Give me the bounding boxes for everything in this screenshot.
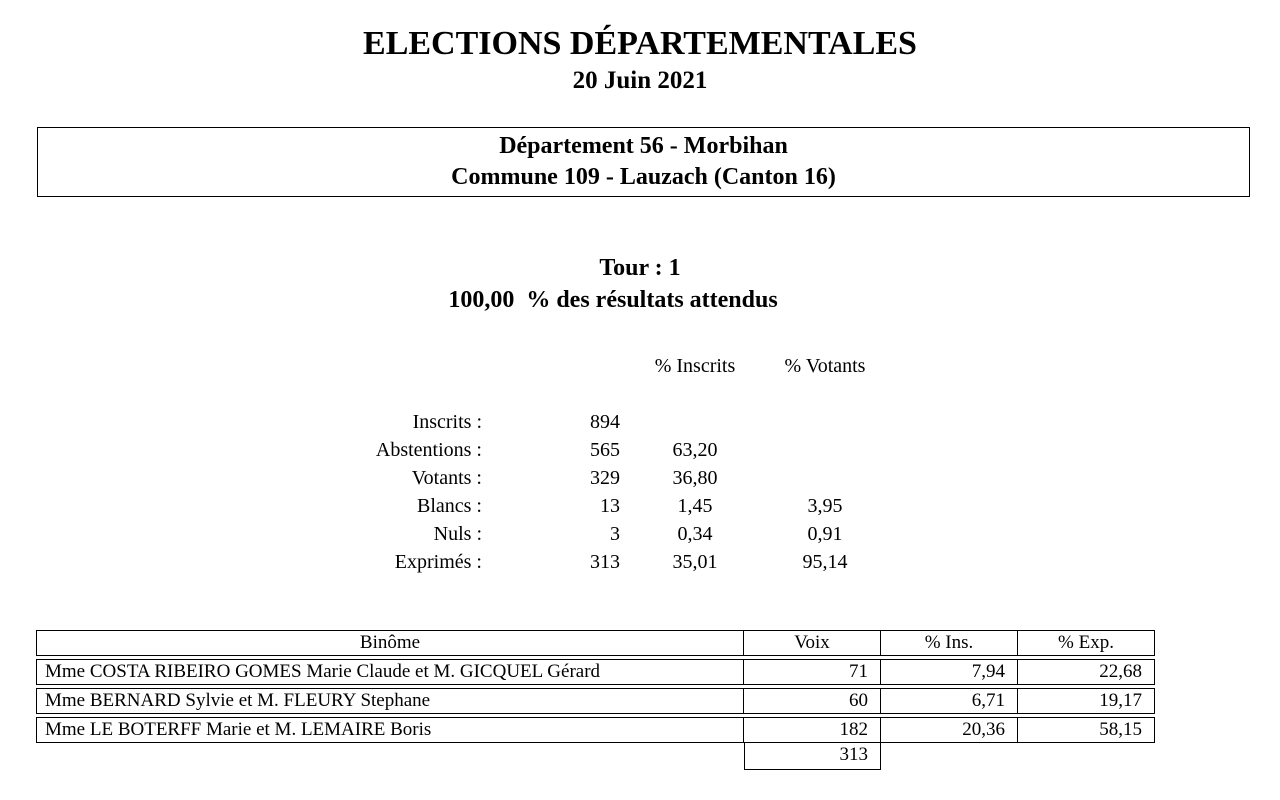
stat-pct-inscrits: 35,01 <box>672 551 718 573</box>
stat-label: Votants : <box>411 467 482 489</box>
commune-line: Commune 109 - Lauzach (Canton 16) <box>451 164 836 190</box>
participation-table <box>0 352 880 576</box>
stat-value: 894 <box>590 411 620 433</box>
participation-header-inscrits: % Inscrits <box>654 355 736 377</box>
stat-pct-votants <box>770 408 880 436</box>
header-pct-ins: % Ins. <box>881 631 1018 655</box>
participation-header-votants: % Votants <box>784 355 866 377</box>
result-row <box>36 688 1155 714</box>
result-pct-ins: 7,94 <box>881 660 1018 684</box>
stat-pct-votants: 95,14 <box>802 551 848 573</box>
stat-pct-inscrits: 63,20 <box>672 439 718 461</box>
result-pct-exp: 58,15 <box>1099 719 1142 740</box>
election-date: 20 Juin 2021 <box>572 67 708 94</box>
result-binome: Mme COSTA RIBEIRO GOMES Marie Claude et M. GICQUEL Gérard <box>37 660 744 684</box>
stat-value: 13 <box>600 495 620 517</box>
result-binome: Mme BERNARD Sylvie et M. FLEURY Stephane <box>37 689 744 713</box>
stat-pct-votants <box>770 436 880 464</box>
result-pct-ins: 6,71 <box>881 689 1018 713</box>
stat-pct-inscrits <box>620 408 770 436</box>
total-voix-cell: 313 <box>744 743 881 770</box>
stat-label: Inscrits : <box>412 411 482 433</box>
participation-row <box>0 548 880 576</box>
header-voix: Voix <box>744 631 881 655</box>
department-line: Département 56 - Morbihan <box>499 133 788 159</box>
stat-value: 3 <box>610 523 620 545</box>
stat-label: Exprimés : <box>394 551 482 573</box>
participation-row <box>0 464 880 492</box>
stat-pct-votants: 3,95 <box>807 495 843 517</box>
stat-value: 313 <box>590 551 620 573</box>
page-title: ELECTIONS DÉPARTEMENTALES <box>363 25 917 62</box>
result-row <box>36 659 1155 685</box>
participation-header-spacer <box>0 352 482 380</box>
expected-results: 100,00 % des résultats attendus <box>448 287 778 313</box>
result-pct-exp: 19,17 <box>1099 690 1142 711</box>
stat-label: Abstentions : <box>375 439 482 461</box>
results-header-row <box>36 630 1155 656</box>
stat-pct-inscrits: 0,34 <box>677 523 713 545</box>
result-binome: Mme LE BOTERFF Marie et M. LEMAIRE Boris <box>37 718 744 742</box>
stat-value: 329 <box>590 467 620 489</box>
participation-header-row <box>0 352 880 380</box>
result-row <box>36 717 1155 743</box>
location-box <box>37 127 1250 197</box>
stat-pct-votants <box>770 464 880 492</box>
participation-row <box>0 492 880 520</box>
header-pct-exp: % Exp. <box>1058 632 1114 653</box>
participation-row <box>0 408 880 436</box>
stat-label: Nuls : <box>433 523 482 545</box>
result-voix: 182 <box>744 718 881 742</box>
results-table <box>36 630 1155 770</box>
stat-pct-inscrits: 1,45 <box>677 495 713 517</box>
result-pct-ins: 20,36 <box>881 718 1018 742</box>
result-pct-exp: 22,68 <box>1099 661 1142 682</box>
result-voix: 60 <box>744 689 881 713</box>
tour-label: Tour : 1 <box>599 255 681 281</box>
participation-row <box>0 436 880 464</box>
stat-label: Blancs : <box>417 495 482 517</box>
header-binome: Binôme <box>37 631 744 655</box>
participation-row <box>0 520 880 548</box>
stat-pct-votants: 0,91 <box>807 523 843 545</box>
result-voix: 71 <box>744 660 881 684</box>
stat-pct-inscrits: 36,80 <box>672 467 718 489</box>
participation-header-spacer <box>482 352 620 380</box>
stat-value: 565 <box>590 439 620 461</box>
